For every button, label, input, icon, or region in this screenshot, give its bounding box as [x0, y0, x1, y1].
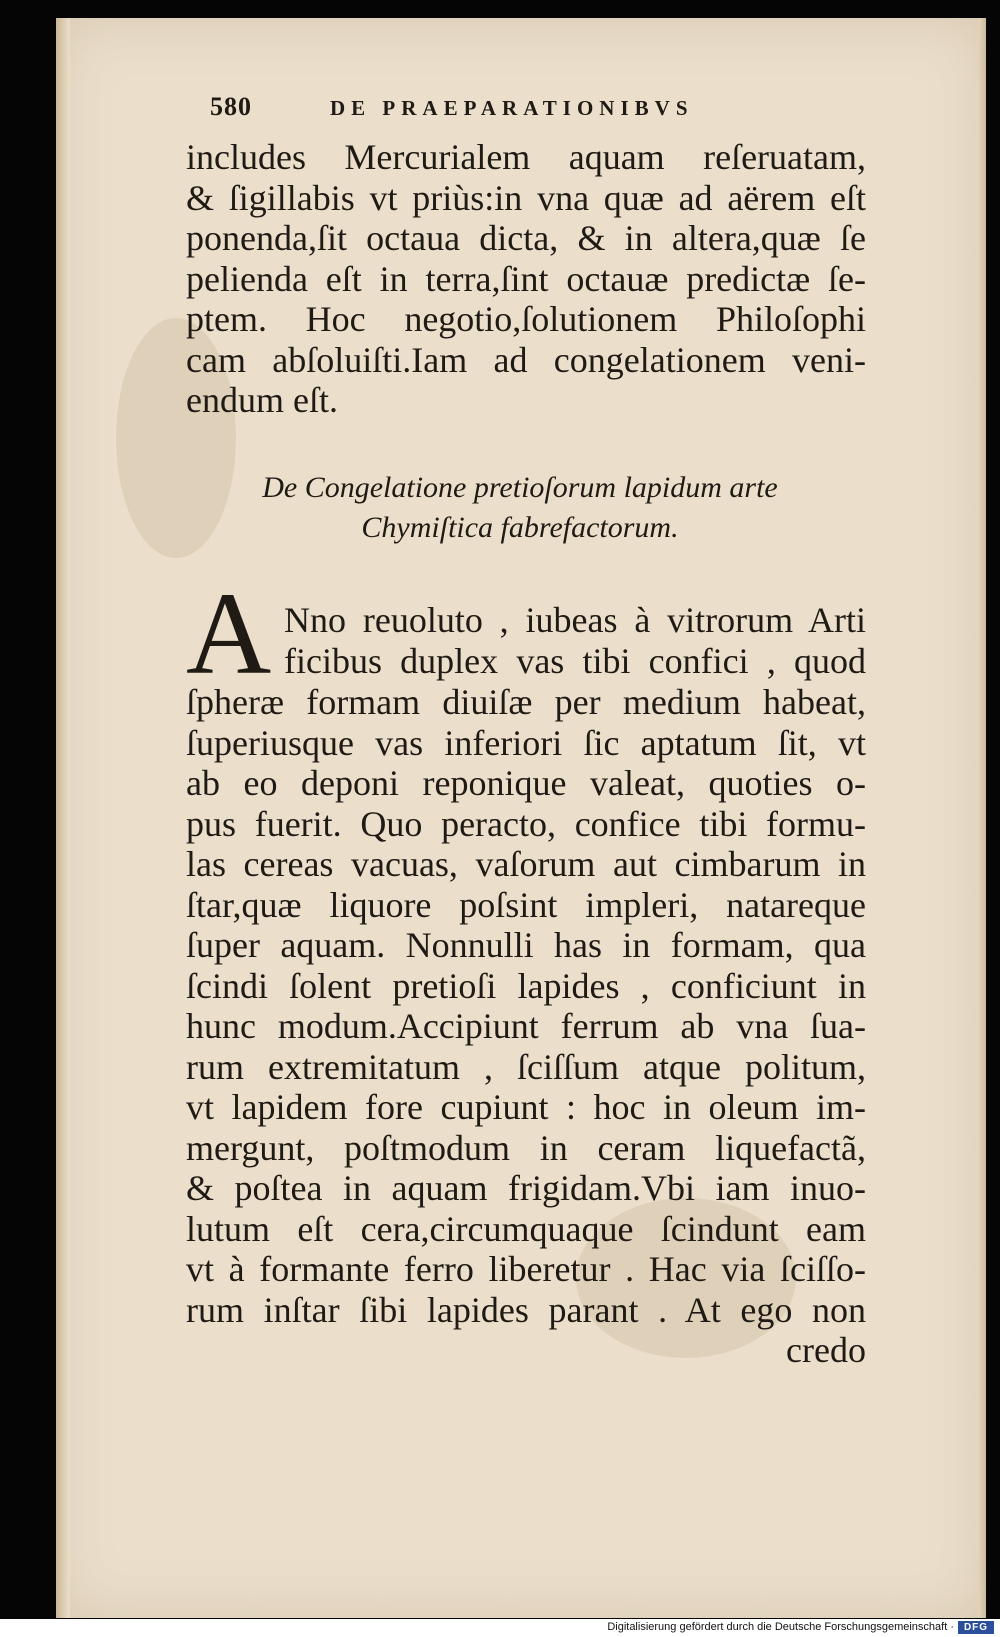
text-line: lutum eſt cera,circumquaque ſcindunt eam	[186, 1208, 866, 1249]
paragraph-1	[186, 137, 866, 421]
text-line: pus fuerit. Quo peracto, confice tibi formu-	[186, 803, 866, 844]
text-line: hunc modum.Accipiunt ferrum ab vna ſua-	[186, 1006, 866, 1046]
text-line: ficibus duplex vas tibi confici , quod	[284, 640, 866, 681]
text-line: rum inſtar ſibi lapides parant . At ego non	[186, 1289, 866, 1330]
paragraph-2	[186, 682, 866, 1371]
text-line: pelienda eſt in terra,ſint octauæ predictæ ſe-	[186, 258, 866, 299]
section-heading	[220, 468, 820, 548]
text-line: ponenda,ſit octaua dicta, & in altera,quæ ſe	[186, 218, 866, 258]
drop-cap: A	[186, 568, 272, 699]
text-line: ſuperiusque vas inferiori ſic aptatum ſit, vt	[186, 722, 866, 763]
running-head	[210, 92, 810, 126]
text-line: vt lapidem fore cupiunt : hoc in oleum im-	[186, 1087, 866, 1127]
catchword: credo	[786, 1330, 866, 1370]
text-line: mergunt, poſtmodum in ceram liquefactã,	[186, 1127, 866, 1168]
running-title: DE PRAEPARATIONIBVS	[330, 96, 694, 120]
text-line: ſpheræ formam diuiſæ per medium habeat,	[186, 682, 866, 722]
paragraph-2-opening	[284, 600, 866, 681]
heading-line: De Congelatione pretioſorum lapidum arte	[262, 471, 778, 504]
funding-credit: Digitalisierung gefördert durch die Deutsche Forschungsgemeinschaft ·	[607, 1621, 954, 1633]
text-line: cam abſoluiſti.Iam ad congelationem veni-	[186, 339, 866, 380]
text-line: includes Mercurialem aquam reſeruatam,	[186, 137, 866, 177]
text-line: ptem. Hoc negotio,ſolutionem Philoſophi	[186, 299, 866, 339]
text-line: ſtar,quæ liquore poſsint impleri, natareque	[186, 884, 866, 925]
text-line: ſuper aquam. Nonnulli has in formam, qua	[186, 925, 866, 965]
page-edge	[978, 18, 986, 1618]
dfg-logo: DFG	[958, 1621, 994, 1634]
text-line: & ſigillabis vt priùs:in vna quæ ad aërem eſt	[186, 177, 866, 218]
text-line: & poſtea in aquam frigidam.Vbi iam inuo-	[186, 1168, 866, 1208]
page-number: 580	[210, 92, 252, 121]
text-line: vt à formante ferro liberetur . Hac via ſciſſo-	[186, 1249, 866, 1289]
text-line: Nno reuoluto , iubeas à vitrorum Arti	[284, 600, 866, 640]
text-line: las cereas vacuas, vaſorum aut cimbarum in	[186, 844, 866, 884]
text-line: ſcindi ſolent pretioſi lapides , conficiunt in	[186, 965, 866, 1006]
page-gutter-shadow	[56, 18, 70, 1618]
text-line: ab eo deponi reponique valeat, quoties o-	[186, 763, 866, 803]
text-line: endum eſt.	[186, 380, 338, 420]
heading-line: Chymiſtica fabrefactorum.	[361, 511, 679, 544]
text-line: rum extremitatum , ſciſſum atque politum,	[186, 1046, 866, 1087]
